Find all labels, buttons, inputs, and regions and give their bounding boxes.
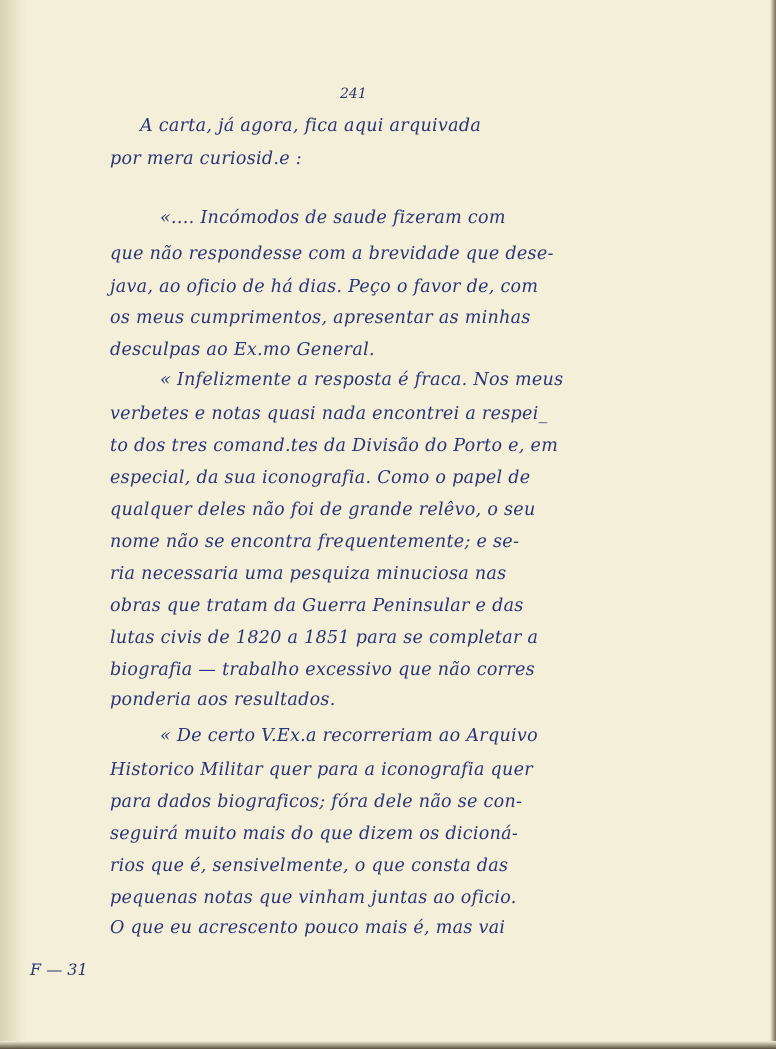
text-line: ria necessaria uma pesquiza minuciosa nas bbox=[110, 564, 507, 584]
text-line: especial, da sua iconografia. Como o papel de bbox=[110, 468, 531, 488]
margin-reference-note: F — 31 bbox=[30, 960, 88, 979]
text-line: obras que tratam da Guerra Peninsular e das bbox=[110, 596, 524, 616]
text-line: os meus cumprimentos, apresentar as minhas bbox=[110, 308, 531, 328]
text-line: verbetes e notas quasi nada encontrei a respei_ bbox=[110, 404, 548, 424]
text-line: nome não se encontra frequentemente; e se- bbox=[110, 532, 520, 552]
text-line: lutas civis de 1820 a 1851 para se completar a bbox=[110, 628, 539, 648]
text-line: to dos tres comand.tes da Divisão do Porto e, em bbox=[110, 436, 559, 456]
page-number: 241 bbox=[340, 86, 367, 102]
text-line: « De certo V.Ex.a recorreriam ao Arquivo bbox=[160, 726, 538, 746]
binding-gutter bbox=[0, 0, 26, 1049]
text-line: ponderia aos resultados. bbox=[110, 690, 336, 710]
text-line: seguirá muito mais do que dizem os dicioná- bbox=[110, 824, 519, 844]
text-line: «.... Incómodos de saude fizeram com bbox=[160, 208, 506, 228]
text-line: para dados biograficos; fóra dele não se con- bbox=[110, 792, 523, 812]
text-line: desculpas ao Ex.mo General. bbox=[110, 340, 375, 360]
text-line: Historico Militar quer para a iconografia quer bbox=[110, 760, 533, 780]
text-line: java, ao oficio de há dias. Peço o favor de, com bbox=[110, 277, 539, 297]
text-line: O que eu acrescento pouco mais é, mas vai bbox=[110, 918, 506, 938]
text-line: qualquer deles não foi de grande relêvo, o seu bbox=[110, 500, 536, 520]
page-edge-shadow-right bbox=[770, 0, 776, 1049]
text-line: pequenas notas que vinham juntas ao oficio. bbox=[110, 888, 517, 908]
text-line: « Infelizmente a resposta é fraca. Nos meus bbox=[160, 370, 564, 390]
text-line: por mera curiosid.e : bbox=[110, 149, 303, 169]
page-edge-shadow-bottom bbox=[0, 1041, 776, 1049]
text-line: rios que é, sensivelmente, o que consta das bbox=[110, 856, 509, 876]
text-line: biografia — trabalho excessivo que não corres bbox=[110, 660, 535, 680]
text-line: que não respondesse com a brevidade que dese- bbox=[110, 244, 554, 264]
text-line: A carta, já agora, fica aqui arquivada bbox=[140, 116, 482, 136]
